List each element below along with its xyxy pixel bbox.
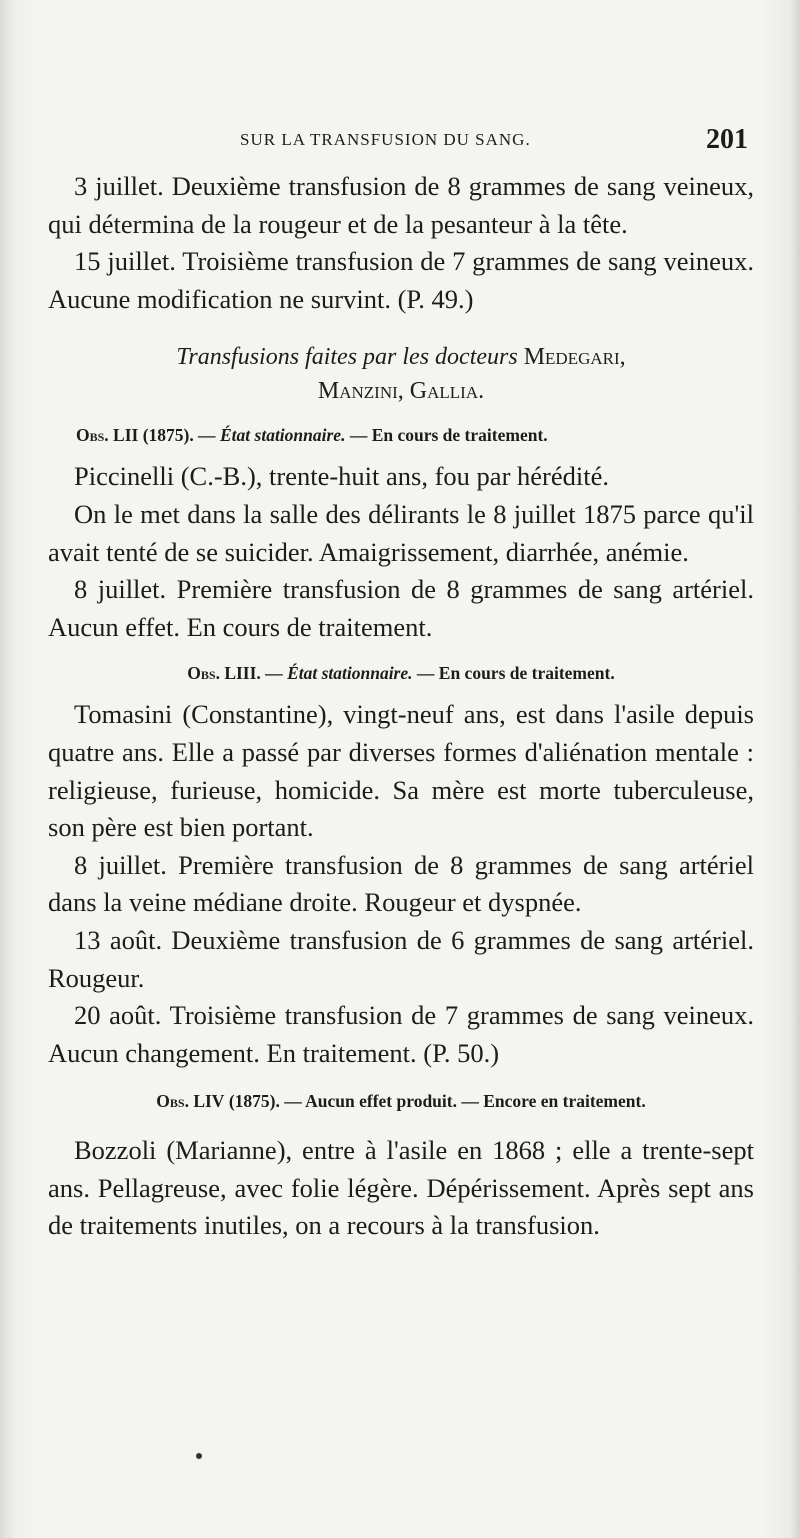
observation-year: (1875). (228, 1091, 280, 1112)
observation-year: (1875). (142, 425, 194, 446)
observation-heading-liii (48, 660, 754, 686)
paragraph: 15 juillet. Troisième transfusion de 7 grammes de sang veineux. Aucune modification ne survint. (P. 49.) (48, 246, 754, 314)
paragraph: 8 juillet. Première transfusion de 8 grammes de sang artériel. Aucun effet. En cours de traitement. (48, 574, 754, 642)
page-header (50, 124, 750, 162)
paragraph: 20 août. Troisième transfusion de 7 grammes de sang veineux. Aucun changement. En traitement. (P. 50.) (48, 1000, 754, 1068)
paragraph: Tomasini (Constantine), vingt-neuf ans, est dans l'asile depuis quatre ans. Elle a passé par diverses formes d'aliénation mentale : religieuse, furieuse, homicide. Sa mère est morte tuberculeuse, son père est bien portant. (48, 699, 754, 843)
observation-status: — État stationnaire. (265, 663, 413, 684)
observation-label: Obs. LII (76, 425, 139, 446)
paragraph: 3 juillet. Deuxième transfusion de 8 grammes de sang veineux, qui détermina de la rougeur et de la pesanteur à la tête. (48, 171, 754, 239)
doctor-name: Gallia. (409, 378, 485, 405)
paragraph: On le met dans la salle des délirants le 8 juillet 1875 parce qu'il avait tenté de se suicider. Amaigrissement, diarrhée, anémie. (48, 498, 754, 567)
observation-label: Obs. LIII. (187, 663, 261, 684)
paragraph: Bozzoli (Marianne), entre à l'asile en 1868 ; elle a trente-sept ans. Pellagreuse, avec folie légère. Dépérissement. Après sept ans de traitements inutiles, on a recours à la transfusion. (48, 1135, 754, 1241)
doctor-name: Manzini, (317, 378, 404, 405)
section-title-prefix: Transfusions faites par les docteurs (176, 344, 518, 371)
page-body (48, 168, 754, 1245)
observation-result: — En cours de traitement. (416, 663, 615, 684)
section-title (48, 340, 754, 408)
doctor-name: Medegari, (523, 344, 626, 371)
observation-result: — En cours de traitement. (349, 425, 548, 446)
observation-label: Obs. LIV (156, 1091, 225, 1112)
paragraph: 8 juillet. Première transfusion de 8 grammes de sang artériel dans la veine médiane droite. Rougeur et dyspnée. (48, 849, 754, 918)
observation-heading-lii (48, 422, 754, 448)
observation-result: — Encore en traitement. (461, 1091, 646, 1112)
observation-status: — Aucun effet produit. (284, 1091, 457, 1112)
ink-dot (196, 1453, 202, 1459)
paragraph: Piccinelli (C.-B.), trente-huit ans, fou par hérédité. (74, 461, 609, 492)
page-number: 201 (706, 124, 748, 155)
observation-heading-liv (48, 1088, 754, 1114)
paragraph: 13 août. Deuxième transfusion de 6 grammes de sang artériel. Rougeur. (48, 924, 754, 993)
running-title: SUR LA TRANSFUSION DU SANG. (240, 130, 531, 149)
observation-status: — État stationnaire. (198, 425, 346, 446)
